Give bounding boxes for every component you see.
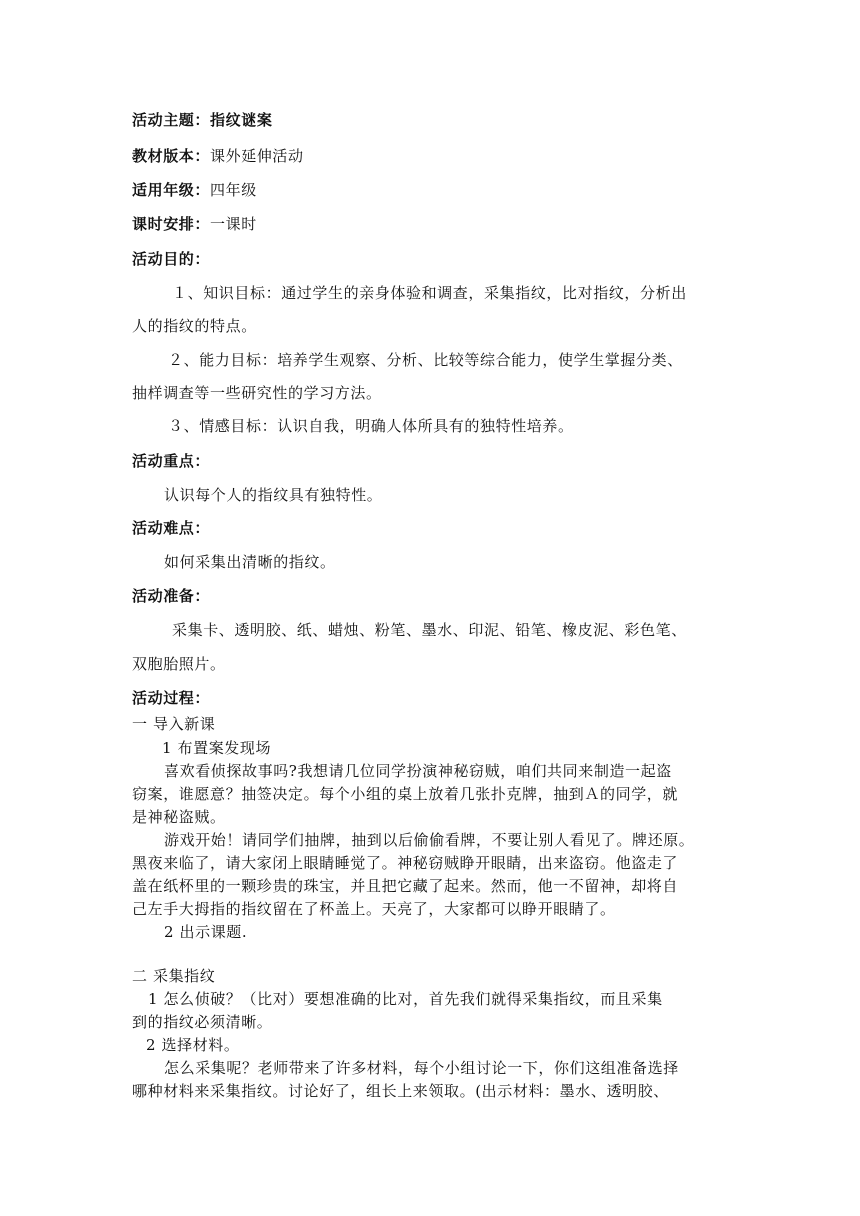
heading-process: 活动过程： xyxy=(132,689,211,707)
field-value: 一课时 xyxy=(210,215,257,233)
preparation-line-2: 双胞胎照片。 xyxy=(132,655,226,673)
para-2-line-3: 盖在纸杯里的一颗珍贵的珠宝，并且把它藏了起来。然而，他一不留神，却将自 xyxy=(132,877,679,895)
step-2-2: 2 选择材料。 xyxy=(146,1036,240,1054)
goal-1-line-2: 人的指纹的特点。 xyxy=(132,317,257,335)
step-2-1-line-1: 1 怎么侦破？（比对）要想准确的比对，首先我们就得采集指纹，而且采集 xyxy=(148,990,663,1008)
para-2-line-1: 游戏开始！请同学们抽牌，抽到以后偷偷看牌，不要让别人看见了。牌还原。 xyxy=(164,831,695,849)
field-label: 活动主题： xyxy=(132,111,211,129)
goal-1-line-1: １、知识目标：通过学生的亲身体验和调查，采集指纹，比对指纹，分析出 xyxy=(172,284,687,302)
field-label: 课时安排： xyxy=(132,215,211,233)
field-value: 指纹谜案 xyxy=(210,111,273,129)
step-1-2: 2 出示课题. xyxy=(164,923,248,941)
difficulty-text: 如何采集出清晰的指纹。 xyxy=(164,553,336,571)
field-value: 课外延伸活动 xyxy=(210,147,304,165)
section-1-title: 一 导入新课 xyxy=(132,715,216,733)
para-3-line-1: 怎么采集呢？老师带来了许多材料，每个小组讨论一下，你们这组准备选择 xyxy=(164,1059,679,1077)
key-point-text: 认识每个人的指纹具有独特性。 xyxy=(164,486,383,504)
goal-2-line-2: 抽样调查等一些研究性的学习方法。 xyxy=(132,384,382,402)
heading-goals: 活动目的： xyxy=(132,250,211,268)
heading-key-point: 活动重点： xyxy=(132,452,211,470)
field-label: 教材版本： xyxy=(132,147,211,165)
field-grade xyxy=(132,180,257,200)
goal-3: ３、情感目标：认识自我，明确人体所具有的独特性培养。 xyxy=(168,417,574,435)
para-2-line-4: 己左手大拇指的指纹留在了杯盖上。天亮了，大家都可以睁开眼睛了。 xyxy=(132,900,616,918)
field-textbook xyxy=(132,146,304,166)
section-2-title: 二 采集指纹 xyxy=(132,967,216,985)
goal-2-line-1: ２、能力目标：培养学生观察、分析、比较等综合能力，使学生掌握分类、 xyxy=(168,351,683,369)
para-1-line-1: 喜欢看侦探故事吗?我想请几位同学扮演神秘窃贼，咱们共同来制造一起盗 xyxy=(164,762,672,780)
heading-difficulty: 活动难点： xyxy=(132,519,211,537)
field-topic xyxy=(132,110,272,130)
field-label: 适用年级： xyxy=(132,181,211,199)
heading-preparation: 活动准备： xyxy=(132,587,211,605)
step-2-1-line-2: 到的指纹必须清晰。 xyxy=(132,1013,273,1031)
para-3-line-2: 哪种材料来采集指纹。讨论好了，组长上来领取。(出示材料：墨水、透明胶、 xyxy=(132,1082,669,1100)
para-2-line-2: 黑夜来临了，请大家闭上眼睛睡觉了。神秘窃贼睁开眼睛，出来盗窃。他盗走了 xyxy=(132,854,679,872)
field-value: 四年级 xyxy=(210,181,257,199)
step-1-1: 1 布置案发现场 xyxy=(162,739,272,757)
para-1-line-3: 是神秘盗贼。 xyxy=(132,808,226,826)
para-1-line-2: 窃案，谁愿意？抽签决定。每个小组的桌上放着几张扑克牌，抽到Ａ的同学，就 xyxy=(132,785,679,803)
preparation-line-1: 采集卡、透明胶、纸、蜡烛、粉笔、墨水、印泥、铅笔、橡皮泥、彩色笔、 xyxy=(172,621,687,639)
field-schedule xyxy=(132,214,257,234)
